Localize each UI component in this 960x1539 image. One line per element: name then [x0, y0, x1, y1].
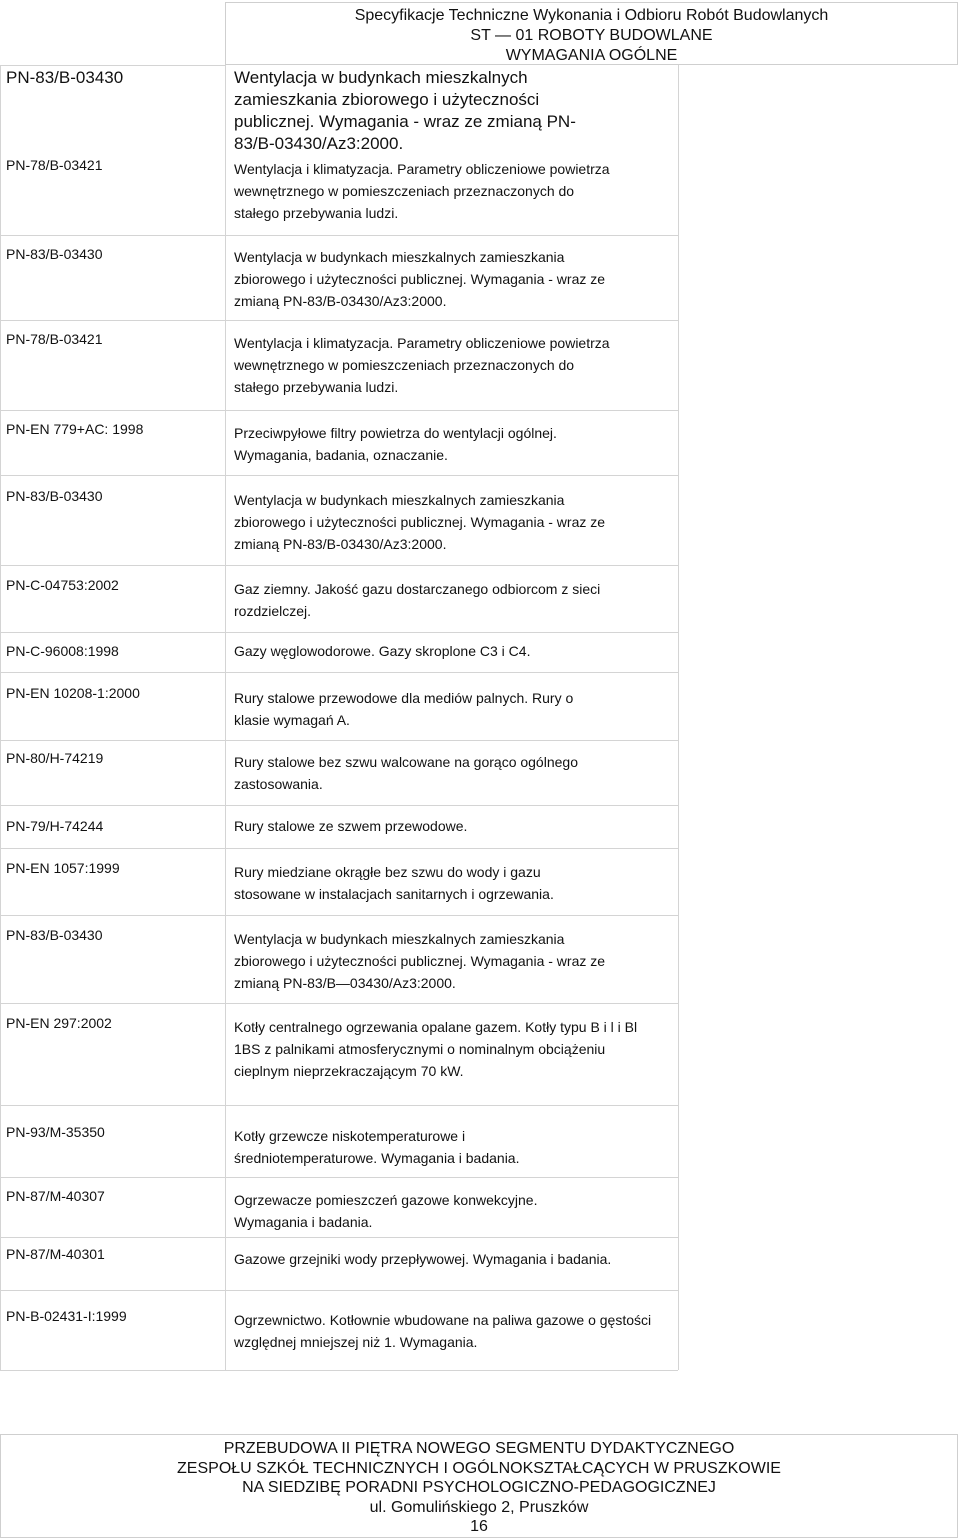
description-line: Wymagania i badania.	[234, 1214, 373, 1230]
table-column-divider	[225, 65, 226, 1370]
description-line: Wentylacja i klimatyzacja. Parametry obliczeniowe powietrza	[234, 161, 610, 177]
row-divider	[0, 632, 678, 633]
standard-description	[234, 422, 557, 466]
standard-code: PN-C-96008:1998	[6, 643, 119, 659]
row-divider	[0, 915, 678, 916]
standard-description	[234, 158, 610, 224]
row-divider	[0, 805, 678, 806]
description-line: cieplnym nieprzekraczającym 70 kW.	[234, 1063, 464, 1079]
footer-project-title: PRZEBUDOWA II PIĘTRA NOWEGO SEGMENTU DYDAKTYCZNEGO	[223, 1440, 735, 1457]
table-bottom-rule	[0, 1370, 678, 1371]
row-divider	[0, 475, 678, 476]
standard-description	[234, 1125, 519, 1169]
standard-code: PN-80/H-74219	[6, 750, 104, 766]
description-line: zbiorowego i użyteczności publicznej. Wymagania - wraz ze	[234, 514, 606, 530]
description-line: Wentylacja w budynkach mieszkalnych	[234, 68, 528, 87]
description-line: Kotły centralnego ogrzewania opalane gazem. Kotły typu B i l i Bl	[234, 1019, 638, 1035]
description-line: Wentylacja i klimatyzacja. Parametry obliczeniowe powietrza	[234, 335, 610, 351]
description-line: Ogrzewnictwo. Kotłownie wbudowane na paliwa gazowe o gęstości	[234, 1312, 652, 1328]
standard-description	[234, 1189, 537, 1233]
standard-description	[234, 578, 600, 622]
standard-code: PN-78/B-03421	[6, 331, 103, 347]
standard-description	[234, 861, 554, 905]
description-line: 1BS z palnikami atmosferycznymi o nominalnym obciążeniu	[234, 1041, 606, 1057]
description-line: zbiorowego i użyteczności publicznej. Wymagania - wraz ze	[234, 953, 606, 969]
header-spec-title: Specyfikacje Techniczne Wykonania i Odbioru Robót Budowlanych	[354, 7, 829, 24]
description-line: wewnętrznego w pomieszczeniach przeznaczonych do	[234, 357, 575, 373]
row-divider	[0, 672, 678, 673]
standard-description	[234, 1309, 651, 1353]
standard-code: PN-EN 779+AC: 1998	[6, 421, 144, 437]
standard-code: PN-79/H-74244	[6, 818, 104, 834]
page-number: 16	[470, 1518, 488, 1535]
description-line: Ogrzewacze pomieszczeń gazowe konwekcyjne.	[234, 1192, 538, 1208]
standard-description	[234, 815, 467, 837]
description-line: publicznej. Wymagania - wraz ze zmianą PN-	[234, 112, 576, 131]
row-divider	[0, 740, 678, 741]
standard-code: PN-78/B-03421	[6, 157, 103, 173]
standard-code: PN-83/B-03430	[6, 246, 103, 262]
description-line: stałego przebywania ludzi.	[234, 379, 399, 395]
page-header	[225, 2, 958, 65]
standard-code: PN-93/M-35350	[6, 1124, 105, 1140]
row-divider	[0, 1003, 678, 1004]
standard-code: PN-87/M-40307	[6, 1188, 105, 1204]
description-line: 83/B-03430/Az3:2000.	[234, 134, 404, 153]
description-line: Gazowe grzejniki wody przepływowej. Wymagania i badania.	[234, 1251, 612, 1267]
description-line: Rury stalowe bez szwu walcowane na gorąco ogólnego	[234, 754, 578, 770]
description-line: stosowane w instalacjach sanitarnych i ogrzewania.	[234, 886, 554, 902]
header-subsection: WYMAGANIA OGÓLNE	[505, 47, 678, 64]
description-line: Wentylacja w budynkach mieszkalnych zamieszkania	[234, 249, 565, 265]
description-line: zmianą PN-83/B—03430/Az3:2000.	[234, 975, 456, 991]
standard-description	[234, 687, 573, 731]
page-footer	[0, 1434, 958, 1538]
table-right-border	[678, 65, 679, 1370]
standard-code: PN-EN 1057:1999	[6, 860, 120, 876]
row-divider	[0, 1237, 678, 1238]
standard-description	[234, 640, 530, 662]
standard-description	[234, 246, 605, 312]
description-line: wewnętrznego w pomieszczeniach przeznaczonych do	[234, 183, 575, 199]
description-line: Rury miedziane okrągłe bez szwu do wody i gazu	[234, 864, 541, 880]
row-divider	[0, 565, 678, 566]
description-line: rozdzielczej.	[234, 603, 312, 619]
standard-code: PN-EN 10208-1:2000	[6, 685, 140, 701]
header-section: ST — 01 ROBOTY BUDOWLANE	[470, 27, 713, 44]
description-line: klasie wymagań A.	[234, 712, 350, 728]
description-line: względnej mniejszej niż 1. Wymagania.	[234, 1334, 478, 1350]
standard-code: PN-83/B-03430	[6, 68, 124, 87]
description-line: zbiorowego i użyteczności publicznej. Wymagania - wraz ze	[234, 271, 606, 287]
description-line: zmianą PN-83/B-03430/Az3:2000.	[234, 536, 447, 552]
description-line: Wymagania, badania, oznaczanie.	[234, 447, 448, 463]
row-divider	[0, 1290, 678, 1291]
description-line: Rury stalowe ze szwem przewodowe.	[234, 818, 468, 834]
standard-code: PN-C-04753:2002	[6, 577, 119, 593]
description-line: Gaz ziemny. Jakość gazu dostarczanego odbiorcom z sieci	[234, 581, 601, 597]
standard-code: PN-87/M-40301	[6, 1246, 105, 1262]
standard-code: PN-83/B-03430	[6, 927, 103, 943]
row-divider	[0, 1177, 678, 1178]
description-line: Gazy węglowodorowe. Gazy skroplone C3 i C4.	[234, 643, 531, 659]
standard-description	[234, 1248, 611, 1270]
description-line: Wentylacja w budynkach mieszkalnych zamieszkania	[234, 492, 565, 508]
standard-description	[234, 332, 610, 398]
description-line: Rury stalowe przewodowe dla mediów palnych. Rury o	[234, 690, 574, 706]
description-line: zmianą PN-83/B-03430/Az3:2000.	[234, 293, 447, 309]
description-line: Wentylacja w budynkach mieszkalnych zamieszkania	[234, 931, 565, 947]
table-left-border	[0, 65, 1, 1370]
standard-code: PN-B-02431-I:1999	[6, 1308, 127, 1324]
footer-address: ul. Gomulińskiego 2, Pruszków	[369, 1498, 589, 1516]
standard-code: PN-EN 297:2002	[6, 1015, 112, 1031]
standard-description	[234, 928, 605, 994]
standard-description	[234, 489, 605, 555]
standard-description	[234, 1016, 637, 1082]
row-divider	[0, 410, 678, 411]
table-top-rule-left	[0, 65, 225, 66]
footer-school-name: ZESPOŁU SZKÓŁ TECHNICZNYCH I OGÓLNOKSZTAŁCĄCYCH W PRUSZKOWIE	[177, 1459, 781, 1477]
row-divider	[0, 1105, 678, 1106]
description-line: zamieszkania zbiorowego i użyteczności	[234, 90, 540, 109]
description-line: stałego przebywania ludzi.	[234, 205, 399, 221]
footer-purpose: NA SIEDZIBĘ PORADNI PSYCHOLOGICZNO-PEDAGOGICZNEJ	[242, 1479, 716, 1496]
row-divider	[0, 848, 678, 849]
description-line: zastosowania.	[234, 776, 323, 792]
description-line: Kotły grzewcze niskotemperaturowe i	[234, 1128, 466, 1144]
standard-code: PN-83/B-03430	[6, 488, 103, 504]
row-divider	[0, 235, 678, 236]
standard-description	[234, 67, 576, 155]
row-divider	[0, 320, 678, 321]
standard-description	[234, 751, 578, 795]
description-line: średniotemperaturowe. Wymagania i badania.	[234, 1150, 520, 1166]
description-line: Przeciwpyłowe filtry powietrza do wentylacji ogólnej.	[234, 425, 557, 441]
